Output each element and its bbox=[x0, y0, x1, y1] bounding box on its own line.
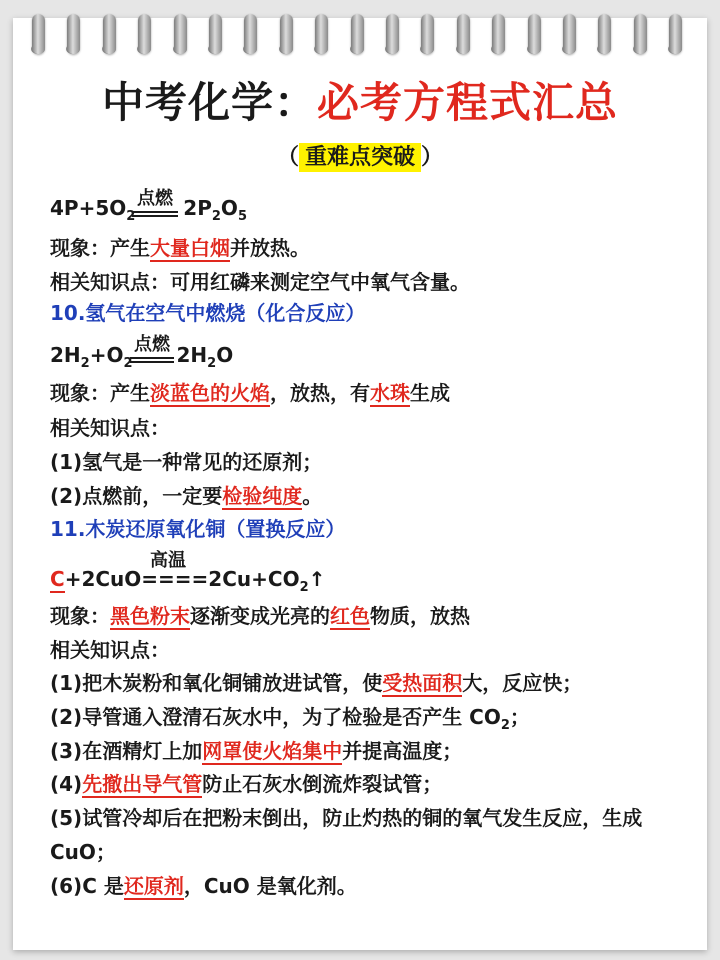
binding-ring bbox=[138, 14, 151, 54]
text: 防止石灰水倒流炸裂试管； bbox=[202, 772, 443, 796]
highlight-text: 网罩使火焰集中 bbox=[202, 739, 343, 763]
eq-term: 2H bbox=[50, 343, 81, 367]
binding-ring bbox=[563, 14, 576, 54]
binding-ring bbox=[421, 14, 434, 54]
eq-subscript: 2 bbox=[207, 356, 217, 371]
knowledge-item bbox=[50, 480, 322, 509]
highlight-text: 还原剂 bbox=[123, 874, 184, 898]
highlight-text: C bbox=[50, 567, 65, 591]
binding-ring bbox=[67, 14, 80, 54]
knowledge-item-continued: CuO； bbox=[50, 840, 116, 864]
phenomenon-line bbox=[50, 600, 470, 629]
text: ，放热，有 bbox=[270, 381, 370, 405]
equation-hydrogen bbox=[50, 343, 233, 371]
condition-text: 点燃 bbox=[134, 334, 170, 355]
eq-subscript: 2 bbox=[80, 356, 90, 371]
text: 现象： bbox=[50, 604, 110, 628]
eq-subscript: 2 bbox=[126, 209, 136, 224]
section-heading: 11.木炭还原氧化铜（置换反应） bbox=[50, 517, 346, 541]
knowledge-item: (5)试管冷却后在把粉末倒出，防止灼热的铜的氧气发生反应，生成 bbox=[50, 806, 643, 830]
eq-term: 2H bbox=[176, 343, 208, 367]
text: 逐渐变成光亮的 bbox=[190, 604, 330, 628]
binding-ring bbox=[351, 14, 364, 54]
knowledge-title: 相关知识点： bbox=[50, 638, 170, 662]
page-title bbox=[0, 70, 720, 130]
knowledge-line: 相关知识点：可用红磷来测定空气中氧气含量。 bbox=[50, 270, 470, 294]
highlight-text: 黑色粉末 bbox=[110, 604, 190, 628]
text: (2)导管通入澄清石灰水中，为了检验是否产生 CO bbox=[50, 705, 501, 729]
text: (4) bbox=[50, 772, 83, 796]
highlight-text: 大量白烟 bbox=[150, 236, 230, 260]
knowledge-item bbox=[50, 870, 357, 899]
text: ； bbox=[509, 705, 530, 729]
up-arrow-icon: ↑ bbox=[308, 567, 326, 591]
text: 现象：产生 bbox=[50, 236, 150, 260]
eq-term: +O bbox=[89, 343, 124, 367]
highlight-text: 水珠 bbox=[370, 381, 410, 405]
binding-ring bbox=[244, 14, 257, 54]
binding-ring bbox=[457, 14, 470, 54]
text: 物质，放热 bbox=[370, 604, 470, 628]
text: 生成 bbox=[410, 381, 450, 405]
text: (3)在酒精灯上加 bbox=[50, 739, 203, 763]
text: 。 bbox=[302, 484, 323, 508]
eq-subscript: 5 bbox=[237, 209, 247, 224]
highlight-text: 先撤出导气管 bbox=[82, 772, 203, 796]
binding-ring bbox=[280, 14, 293, 54]
knowledge-item: (1)氢气是一种常见的还原剂； bbox=[50, 450, 323, 474]
binding-ring bbox=[528, 14, 541, 54]
spiral-binding bbox=[0, 0, 720, 60]
binding-ring bbox=[174, 14, 187, 54]
highlight-text: 淡蓝色的火焰 bbox=[150, 381, 270, 405]
text: (6)C 是 bbox=[50, 874, 124, 898]
highlight-text: 受热面积 bbox=[382, 671, 463, 695]
eq-term: O bbox=[220, 196, 238, 220]
knowledge-item bbox=[50, 768, 442, 797]
knowledge-item bbox=[50, 701, 530, 733]
phenomenon-line bbox=[50, 232, 310, 261]
section-heading: 10.氢气在空气中燃烧（化合反应） bbox=[50, 301, 366, 325]
eq-subscript: 2 bbox=[211, 209, 221, 224]
title-highlight: 必考方程式汇总 bbox=[317, 78, 619, 127]
subtitle-close-paren: ） bbox=[421, 145, 444, 170]
equation-phosphorus bbox=[50, 196, 247, 224]
binding-ring bbox=[598, 14, 611, 54]
knowledge-item bbox=[50, 735, 462, 764]
text: (2)点燃前，一定要 bbox=[50, 484, 223, 508]
text: (1)把木炭粉和氧化铜铺放进试管，使 bbox=[50, 671, 383, 695]
text: 现象：产生 bbox=[50, 381, 150, 405]
binding-ring bbox=[634, 14, 647, 54]
binding-ring bbox=[669, 14, 682, 54]
eq-term: 2P bbox=[183, 196, 212, 220]
phenomenon-line bbox=[50, 377, 450, 406]
equation-carbon bbox=[50, 567, 325, 595]
eq-term: 4P+5O bbox=[50, 196, 127, 220]
eq-term: +2CuO====2Cu+CO bbox=[64, 567, 300, 591]
subtitle bbox=[0, 140, 720, 171]
eq-subscript: 2 bbox=[123, 356, 133, 371]
knowledge-title: 相关知识点： bbox=[50, 416, 170, 440]
eq-subscript: 2 bbox=[500, 718, 510, 733]
binding-ring bbox=[32, 14, 45, 54]
binding-ring bbox=[386, 14, 399, 54]
eq-subscript: 2 bbox=[299, 580, 309, 595]
text: ，CuO 是氧化剂。 bbox=[183, 874, 357, 898]
binding-ring bbox=[103, 14, 116, 54]
binding-ring bbox=[209, 14, 222, 54]
text: 并放热。 bbox=[230, 236, 310, 260]
knowledge-item bbox=[50, 667, 582, 696]
text: 并提高温度； bbox=[342, 739, 463, 763]
text: 大，反应快； bbox=[462, 671, 583, 695]
binding-ring bbox=[315, 14, 328, 54]
subtitle-open-paren: （ bbox=[276, 145, 299, 170]
condition-text: 点燃 bbox=[137, 188, 173, 209]
subtitle-highlight: 重难点突破 bbox=[299, 143, 421, 172]
binding-ring bbox=[492, 14, 505, 54]
condition-text: 高温 bbox=[150, 550, 186, 571]
title-prefix: 中考化学： bbox=[101, 78, 317, 127]
highlight-text: 红色 bbox=[330, 604, 370, 628]
eq-term: O bbox=[216, 343, 234, 367]
highlight-text: 检验纯度 bbox=[222, 484, 303, 508]
